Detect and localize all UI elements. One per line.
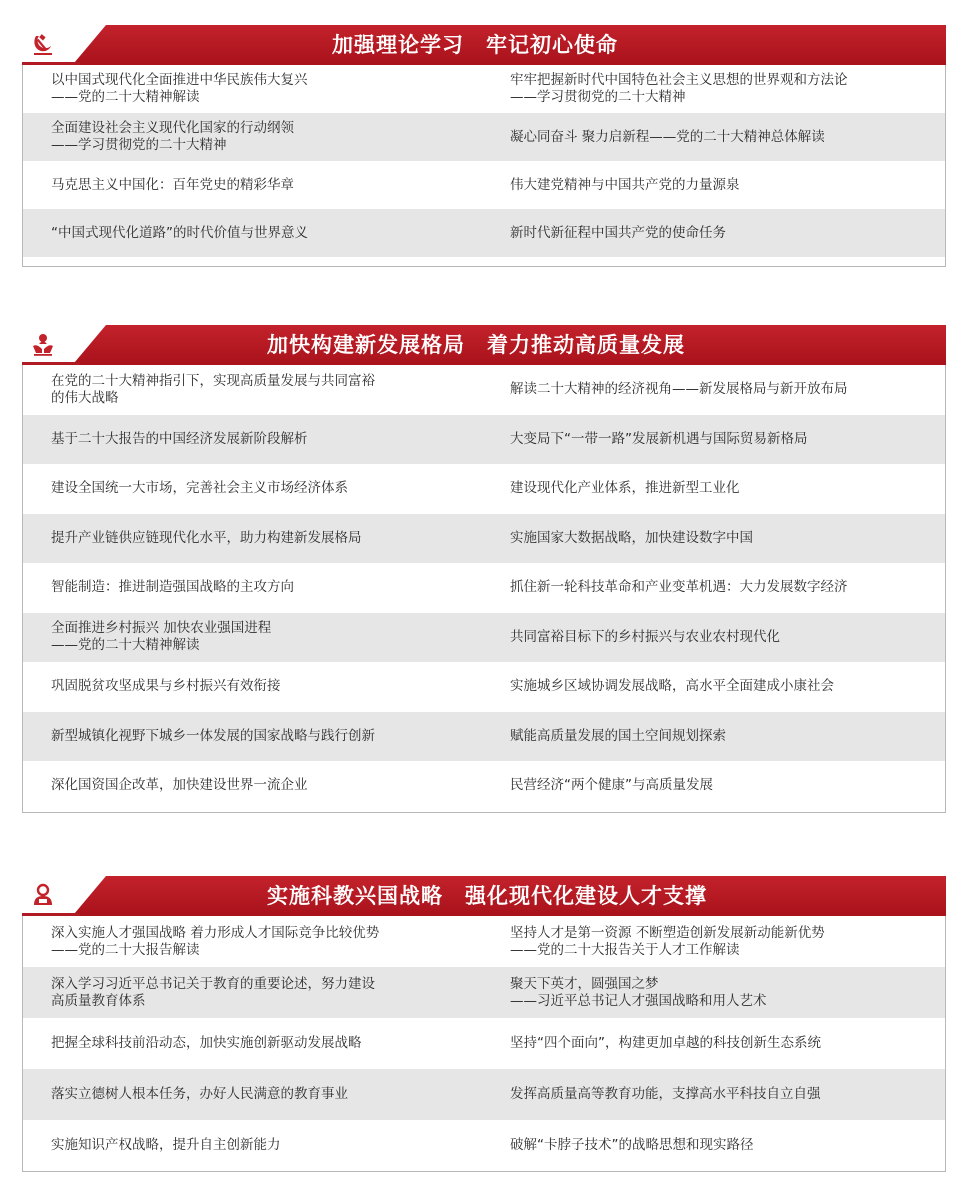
table-row: [23, 712, 945, 762]
table-row: [23, 365, 945, 415]
topic-left: 巩固脱贫攻坚成果与乡村振兴有效衔接: [51, 678, 281, 695]
topic-left: 深化国资国企改革，加快建设世界一流企业: [51, 777, 308, 794]
topic-right: 新时代新征程中国共产党的使命任务: [510, 224, 726, 241]
section-header: [22, 876, 946, 916]
section-title: 实施科教兴国战略 强化现代化建设人才支撑: [267, 883, 707, 908]
topic-left: 新型城镇化视野下城乡一体发展的国家战略与践行创新: [51, 727, 375, 744]
topic-right: 坚持“四个面向”，构建更加卓越的科技创新生态系统: [510, 1035, 821, 1051]
topic-left: 以中国式现代化全面推进中华民族伟大复兴 ——党的二十大精神解读: [51, 72, 308, 105]
table-row: [23, 1069, 945, 1120]
topic-left: 建设全国统一大市场，完善社会主义市场经济体系: [51, 480, 348, 497]
table-row: [23, 65, 945, 113]
topic-list: [23, 365, 945, 811]
topic-left: 全面建设社会主义现代化国家的行动纲领 ——学习贯彻党的二十大精神: [51, 120, 294, 153]
topic-right: 实施国家大数据战略，加快建设数字中国: [510, 529, 753, 546]
topic-list: [23, 65, 945, 257]
topic-left: 全面推进乡村振兴 加快农业强国进程 ——党的二十大精神解读: [51, 620, 272, 654]
topic-right: 聚天下英才，圆强国之梦 ——习近平总书记人才强国战略和用人艺术: [510, 975, 767, 1009]
topic-left: 提升产业链供应链现代化水平，助力构建新发展格局: [51, 529, 362, 546]
topic-right: 破解“卡脖子技术”的战略思想和现实路径: [510, 1137, 754, 1153]
section-title: 加快构建新发展格局 着力推动高质量发展: [267, 332, 685, 357]
topic-left: 深入学习习近平总书记关于教育的重要论述，努力建设 高质量教育体系: [51, 975, 375, 1009]
hammer-sickle-icon: [30, 31, 56, 57]
section-science-education: [22, 876, 946, 1172]
table-row: [23, 209, 945, 257]
table-row: [23, 613, 945, 663]
topic-right: 发挥高质量高等教育功能，支撑高水平科技自立自强: [510, 1086, 821, 1102]
table-row: [23, 161, 945, 209]
table-row: [23, 1120, 945, 1171]
growth-hands-icon: [30, 331, 56, 357]
topic-left: 落实立德树人根本任务，办好人民满意的教育事业: [51, 1086, 348, 1102]
section-title: 加强理论学习 牢记初心使命: [332, 32, 618, 57]
section-theory-study: [22, 25, 946, 267]
topic-right: 大变局下“一带一路”发展新机遇与国际贸易新格局: [510, 430, 808, 447]
topic-right: 牢牢把握新时代中国特色社会主义思想的世界观和方法论 ——学习贯彻党的二十大精神: [510, 72, 848, 105]
topic-left: 深入实施人才强国战略 着力形成人才国际竞争比较优势 ——党的二十大报告解读: [51, 924, 380, 958]
topic-right: 抓住新一轮科技革命和产业变革机遇：大力发展数字经济: [510, 579, 848, 596]
table-row: [23, 464, 945, 514]
topic-right: 凝心同奋斗 聚力启新程——党的二十大精神总体解读: [510, 128, 825, 145]
topic-right: 赋能高质量发展的国土空间规划探索: [510, 727, 726, 744]
topic-right: 实施城乡区域协调发展战略，高水平全面建成小康社会: [510, 678, 834, 695]
table-row: [23, 514, 945, 564]
person-icon: [30, 882, 56, 908]
table-row: [23, 1018, 945, 1069]
topic-left: 在党的二十大精神指引下，实现高质量发展与共同富裕 的伟大战略: [51, 372, 375, 406]
table-row: [23, 415, 945, 465]
table-row: [23, 967, 945, 1018]
topic-right: 共同富裕目标下的乡村振兴与农业农村现代化: [510, 628, 780, 645]
topic-right: 坚持人才是第一资源 不断塑造创新发展新动能新优势 ——党的二十大报告关于人才工作解读: [510, 924, 825, 958]
table-row: [23, 563, 945, 613]
table-row: [23, 916, 945, 967]
section-new-development: [22, 325, 946, 813]
topic-list: [23, 916, 945, 1171]
topic-right: 伟大建党精神与中国共产党的力量源泉: [510, 176, 740, 193]
topic-right: 建设现代化产业体系，推进新型工业化: [510, 480, 740, 497]
table-row: [23, 761, 945, 811]
section-header: [22, 325, 946, 365]
topic-left: 马克思主义中国化：百年党史的精彩华章: [51, 176, 294, 193]
table-row: [23, 662, 945, 712]
topic-right: 民营经济“两个健康”与高质量发展: [510, 777, 713, 794]
topic-left: 把握全球科技前沿动态，加快实施创新驱动发展战略: [51, 1035, 362, 1051]
topic-left: 智能制造：推进制造强国战略的主攻方向: [51, 579, 294, 596]
topic-left: “中国式现代化道路”的时代价值与世界意义: [51, 224, 308, 241]
topic-left: 基于二十大报告的中国经济发展新阶段解析: [51, 430, 308, 447]
section-header: [22, 25, 946, 65]
table-row: [23, 113, 945, 161]
topic-left: 实施知识产权战略，提升自主创新能力: [51, 1137, 281, 1153]
topic-right: 解读二十大精神的经济视角——新发展格局与新开放布局: [510, 381, 848, 398]
